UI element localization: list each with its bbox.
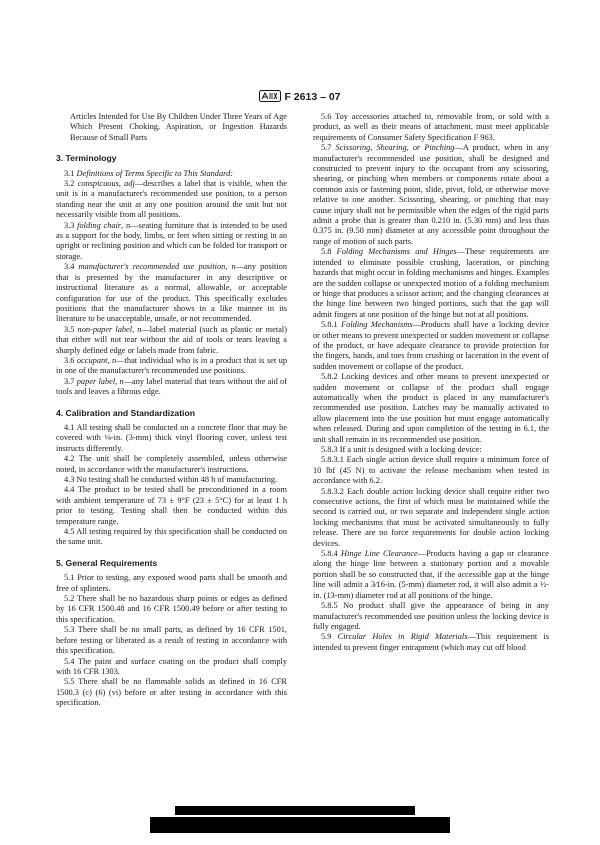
clause-3-5: 3.5 non-paper label, n—label material (such as plastic or metal) that either will not tear without the aid of tools or tears leaving a sharply defined edge or labels made from fabric. [56, 324, 287, 355]
redaction-bar-top [175, 806, 415, 815]
clause-3-7: 3.7 paper label, n—any label material that tears without the aid of tools and leaves a fibrous edge. [56, 376, 287, 397]
referenced-document-title: Articles Intended for Use By Children Under Three Years of Age Which Present Choking, Aspiration, or Ingestion Hazards Because of Small Parts [70, 112, 287, 142]
clause-5-8-4: 5.8.4 Hinge Line Clearance—Products having a gap or clearance along the hinge line between a stationary portion and a movable portion shall be so constructed that, if the accessible gap at the hinge line will admit a 3⁄16-in. (5-mm) diameter rod, it will also admit a ½-in. (13-mm) diameter rod at all positions of the hinge. [313, 549, 549, 600]
clause-5-5: 5.5 There shall be no flammable solids as defined in 16 CFR 1500.3 (c) (6) (vi) before or after testing in accordance with this specification. [56, 677, 287, 708]
clause-5-8: 5.8 Folding Mechanisms and Hinges—These requirements are intended to eliminate possible crushing, laceration, or pinching hazards that might occur in folding mechanisms and hinges. Examples are the sudden collapse or unexpected motion of a folding mechanism or hinge that produces a scissor action; and the changing clearances at the hinge line between two hinged portions, such that the gap will admit fingers at one position of the hinge but not at all positions. [313, 247, 549, 319]
section-calibration-heading: 4. Calibration and Standardization [56, 407, 195, 418]
clause-5-3: 5.3 There shall be no small parts, as defined by 16 CFR 1501, before testing or liberated as a result of testing in accordance with this specification. [56, 625, 287, 656]
clause-4-2: 4.2 The unit shall be completely assembled, unless otherwise noted, in accordance with the manufacturer's instructions. [56, 454, 287, 474]
clause-5-8-3-1: 5.8.3.1 Each single action device shall require a minimum force of 10 lbf (45 N) to activate the release mechanism when tested in accordance with 6.2. [313, 455, 549, 486]
clause-5-2: 5.2 There shall be no hazardous sharp points or edges as defined by 16 CFR 1500.48 and 16 CFR 1500.49 before or after testing to this specification. [56, 594, 287, 624]
redaction-bar-bottom [150, 817, 450, 833]
clause-5-6: 5.6 Toy accessories attached to, removable from, or sold with a product, as well as their means of attachment, must meet applicable requirements of Consumer Safety Specification F 963. [313, 112, 549, 142]
clause-5-8-3-2: 5.8.3.2 Each double action locking device shall require either two consecutive actions, the first of which must be maintained while the second is carried out, or two separate and independent single action locking mechanisms that must be activated simultaneously to fully release. There are no force requirements for double action locking devices. [313, 486, 549, 548]
clause-5-8-2: 5.8.2 Locking devices and other means to prevent unexpected or sudden movement or collapse of the product shall engage automatically when the product is placed in any manufacturer's recommended use position. Latches may be manually activated to allow placement into the use position but must engage automatically when released. During and upon completion of the testing in 6.1, the unit shall remain in its recommended use position. [313, 372, 549, 444]
clause-5-8-5: 5.8.5 No product shall give the appearance of being in any manufacturer's recommended use position unless the locking device is fully engaged. [313, 601, 549, 631]
right-column [313, 112, 549, 653]
left-column [56, 112, 287, 709]
clause-3-6: 3.6 occupant, n—that individual who is in a product that is set up in one of the manufacturer's recommended use positions. [56, 355, 287, 376]
section-terminology-heading: 3. Terminology [56, 153, 117, 164]
clause-5-8-3: 5.8.3 If a unit is designed with a locking device: [321, 445, 482, 454]
clause-3-4: 3.4 manufacturer's recommended use position, n—any position that is presented by the manufacturer in any descriptive or instructional literature as a normal, allowable, or acceptable configuration for use of the product. This specifically excludes positions that the manufacturer shows in a like manner in its literature to be unacceptable, unsafe, or not recommended. [56, 262, 287, 324]
clause-5-7: 5.7 Scissoring, Shearing, or Pinching—A product, when in any manufacturer's recommended use position, shall be designed and constructed to prevent injury to the occupant from any scissoring, shearing, or pinching when members or components rotate about a common axis or fastening point, slide, pivot, fold, or otherwise move relative to one another. Scissoring, shearing, or pinching that may cause injury shall not be permissible when the edges of the rigid parts admit a probe that is greater than 0.210 in. (5.30 mm) and less than 0.375 in. (9.50 mm) diameter at any accessible point throughout the range of motion of such parts. [313, 143, 550, 246]
clause-4-3: 4.3 No testing shall be conducted within 48 h of manufacturing. [64, 475, 278, 484]
clause-5-9: 5.9 Circular Holes in Rigid Materials—This requirement is intended to prevent finger entrapment (which may cut off blood [313, 632, 549, 652]
standard-designation: F 2613 – 07 [284, 91, 341, 103]
clause-3-2: 3.2 conspicuous, adj—describes a label that is visible, when the unit is in a manufacturer's recommended use position, to a person standing near the unit at any one position around the unit but not necessarily visible from all positions. [56, 179, 288, 220]
clause-5-8-1: 5.8.1 Folding Mechanisms—Products shall have a locking device or other means to prevent unexpected or sudden movement or collapse of the product, or have adequate clearance to provide protection for the fingers, hands, and toes from crushing or laceration in the event of sudden movement or collapse of the product. [313, 320, 549, 371]
clause-3-1: 3.1 Definitions of Terms Specific to This Standard: [64, 168, 234, 178]
clause-3-3: 3.3 folding chair, n—seating furniture that is intended to be used as a support for the body, limbs, or feet when sitting or resting in an upright or reclining position and which can be folded for transport or storage. [56, 220, 287, 261]
clause-4-1: 4.1 All testing shall be conducted on a concrete floor that may be covered with ⅛-in. (3-mm) thick vinyl flooring cover, unless test instructs differently. [56, 422, 287, 453]
clause-4-5: 4.5 All testing required by this specification shall be conducted on the same unit. [56, 527, 287, 547]
astm-logo-icon [259, 90, 281, 102]
clause-5-1: 5.1 Prior to testing, any exposed wood parts shall be smooth and free of splinters. [56, 573, 287, 593]
clause-5-4: 5.4 The paint and surface coating on the product shall comply with 16 CFR 1303. [56, 656, 287, 676]
clause-4-4: 4.4 The product to be tested shall be preconditioned in a room with ambient temperature of 73 ± 9°F (23 ± 5°C) for at least 1 h prior to testing. Testing shall then be conducted within this temperature range. [56, 485, 287, 526]
standard-header [0, 90, 600, 103]
section-general-requirements-heading: 5. General Requirements [56, 557, 158, 568]
